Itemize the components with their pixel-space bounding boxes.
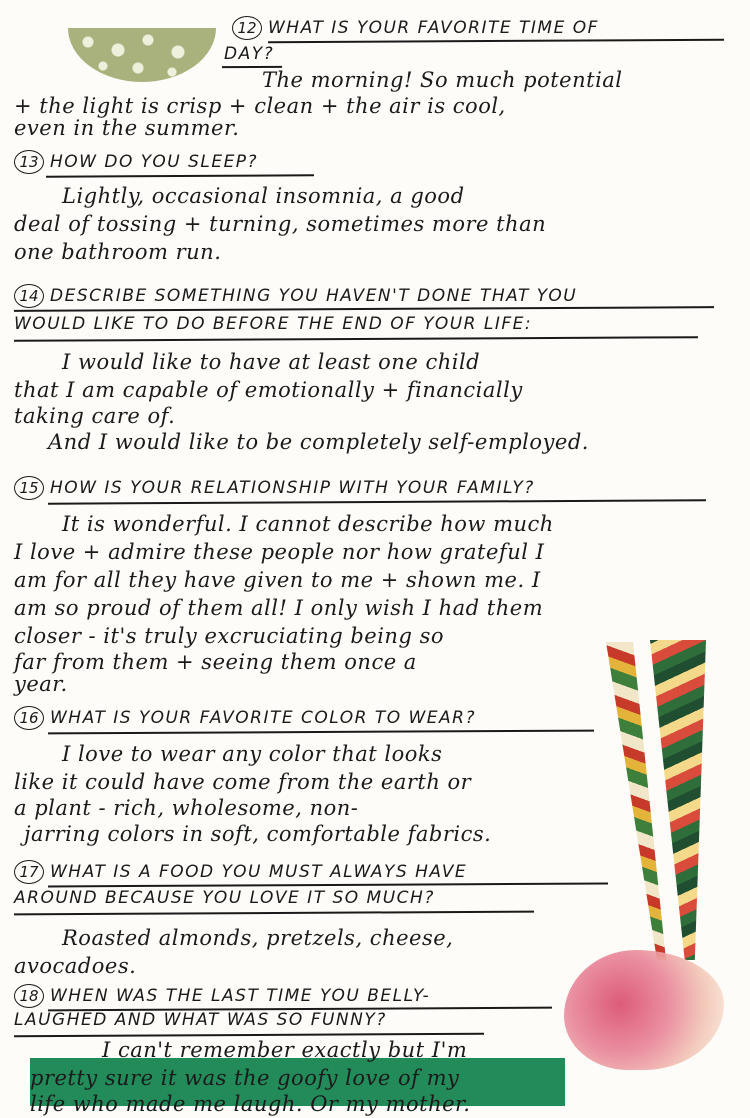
answer-line: avocadoes. bbox=[14, 954, 137, 978]
question-text: HOW DO YOU SLEEP? bbox=[50, 152, 259, 172]
question-16 bbox=[14, 706, 476, 730]
answer-line: Roasted almonds, pretzels, cheese, bbox=[62, 926, 454, 950]
answer-line: The morning! So much potential bbox=[262, 68, 623, 92]
answer-line: Lightly, occasional insomnia, a good bbox=[62, 184, 465, 208]
question-18-cont: LAUGHED AND WHAT WAS SO FUNNY? bbox=[14, 1010, 387, 1030]
question-14 bbox=[14, 284, 577, 308]
question-12 bbox=[232, 16, 599, 40]
underline bbox=[48, 499, 706, 504]
question-15 bbox=[14, 476, 535, 500]
answer-line: life who made me laugh. Or my mother. bbox=[30, 1092, 471, 1116]
question-17 bbox=[14, 860, 467, 884]
question-12-cont: DAY? bbox=[224, 44, 275, 64]
question-17-cont: AROUND BECAUSE YOU LOVE IT SO MUCH? bbox=[14, 888, 435, 908]
answer-line: taking care of. bbox=[14, 404, 176, 428]
answer-line: like it could have come from the earth or bbox=[14, 770, 472, 794]
question-number: 13 bbox=[14, 150, 44, 174]
question-14-cont: WOULD LIKE TO DO BEFORE THE END OF YOUR LIFE: bbox=[14, 314, 533, 334]
answer-line: I love + admire these people nor how grateful I bbox=[14, 540, 545, 564]
question-number: 15 bbox=[14, 476, 44, 500]
answer-line: that I am capable of emotionally + financially bbox=[14, 378, 523, 402]
answer-line: And I would like to be completely self-employed. bbox=[48, 430, 589, 454]
question-text: WHAT IS A FOOD YOU MUST ALWAYS HAVE bbox=[50, 862, 468, 882]
answer-line: am so proud of them all! I only wish I had them bbox=[14, 596, 544, 620]
question-text: WHEN WAS THE LAST TIME YOU BELLY- bbox=[50, 986, 431, 1006]
answer-line: one bathroom run. bbox=[14, 240, 222, 264]
answer-line: I would like to have at least one child bbox=[62, 350, 481, 374]
answer-line: a plant - rich, wholesome, non- bbox=[14, 796, 359, 820]
question-text: WHAT IS YOUR FAVORITE COLOR TO WEAR? bbox=[50, 708, 477, 728]
question-number: 18 bbox=[14, 984, 44, 1008]
question-18 bbox=[14, 984, 430, 1008]
answer-line: even in the summer. bbox=[14, 116, 240, 140]
question-text: DESCRIBE SOMETHING YOU HAVEN'T DONE THAT YOU bbox=[50, 286, 578, 306]
underline bbox=[46, 174, 314, 177]
question-13 bbox=[14, 150, 258, 174]
answer-line: It is wonderful. I cannot describe how much bbox=[62, 512, 554, 536]
answer-line: closer - it's truly excruciating being so bbox=[14, 624, 444, 648]
underline bbox=[14, 1033, 484, 1037]
floral-sticker-decoration bbox=[68, 28, 216, 82]
answer-line: + the light is crisp + clean + the air is cool, bbox=[14, 94, 506, 118]
answer-line: deal of tossing + turning, sometimes more than bbox=[14, 212, 547, 236]
answer-line: I love to wear any color that looks bbox=[62, 742, 443, 766]
underline bbox=[14, 911, 534, 915]
answer-line: jarring colors in soft, comfortable fabrics. bbox=[24, 822, 492, 846]
question-number: 16 bbox=[14, 706, 44, 730]
question-text: HOW IS YOUR RELATIONSHIP WITH YOUR FAMILY? bbox=[50, 478, 535, 498]
answer-line: I can't remember exactly but I'm bbox=[102, 1038, 468, 1062]
question-number: 17 bbox=[14, 860, 44, 884]
answer-line: am for all they have given to me + shown me. I bbox=[14, 568, 541, 592]
underline bbox=[48, 730, 594, 734]
answer-line: far from them + seeing them once a bbox=[14, 650, 417, 674]
question-number: 14 bbox=[14, 284, 44, 308]
question-number: 12 bbox=[232, 16, 262, 40]
answer-line: pretty sure it was the goofy love of my bbox=[30, 1066, 460, 1090]
underline bbox=[14, 336, 698, 341]
answer-line: year. bbox=[14, 672, 68, 696]
question-text: WHAT IS YOUR FAVORITE TIME OF bbox=[268, 18, 599, 38]
watercolor-blot bbox=[564, 950, 724, 1070]
